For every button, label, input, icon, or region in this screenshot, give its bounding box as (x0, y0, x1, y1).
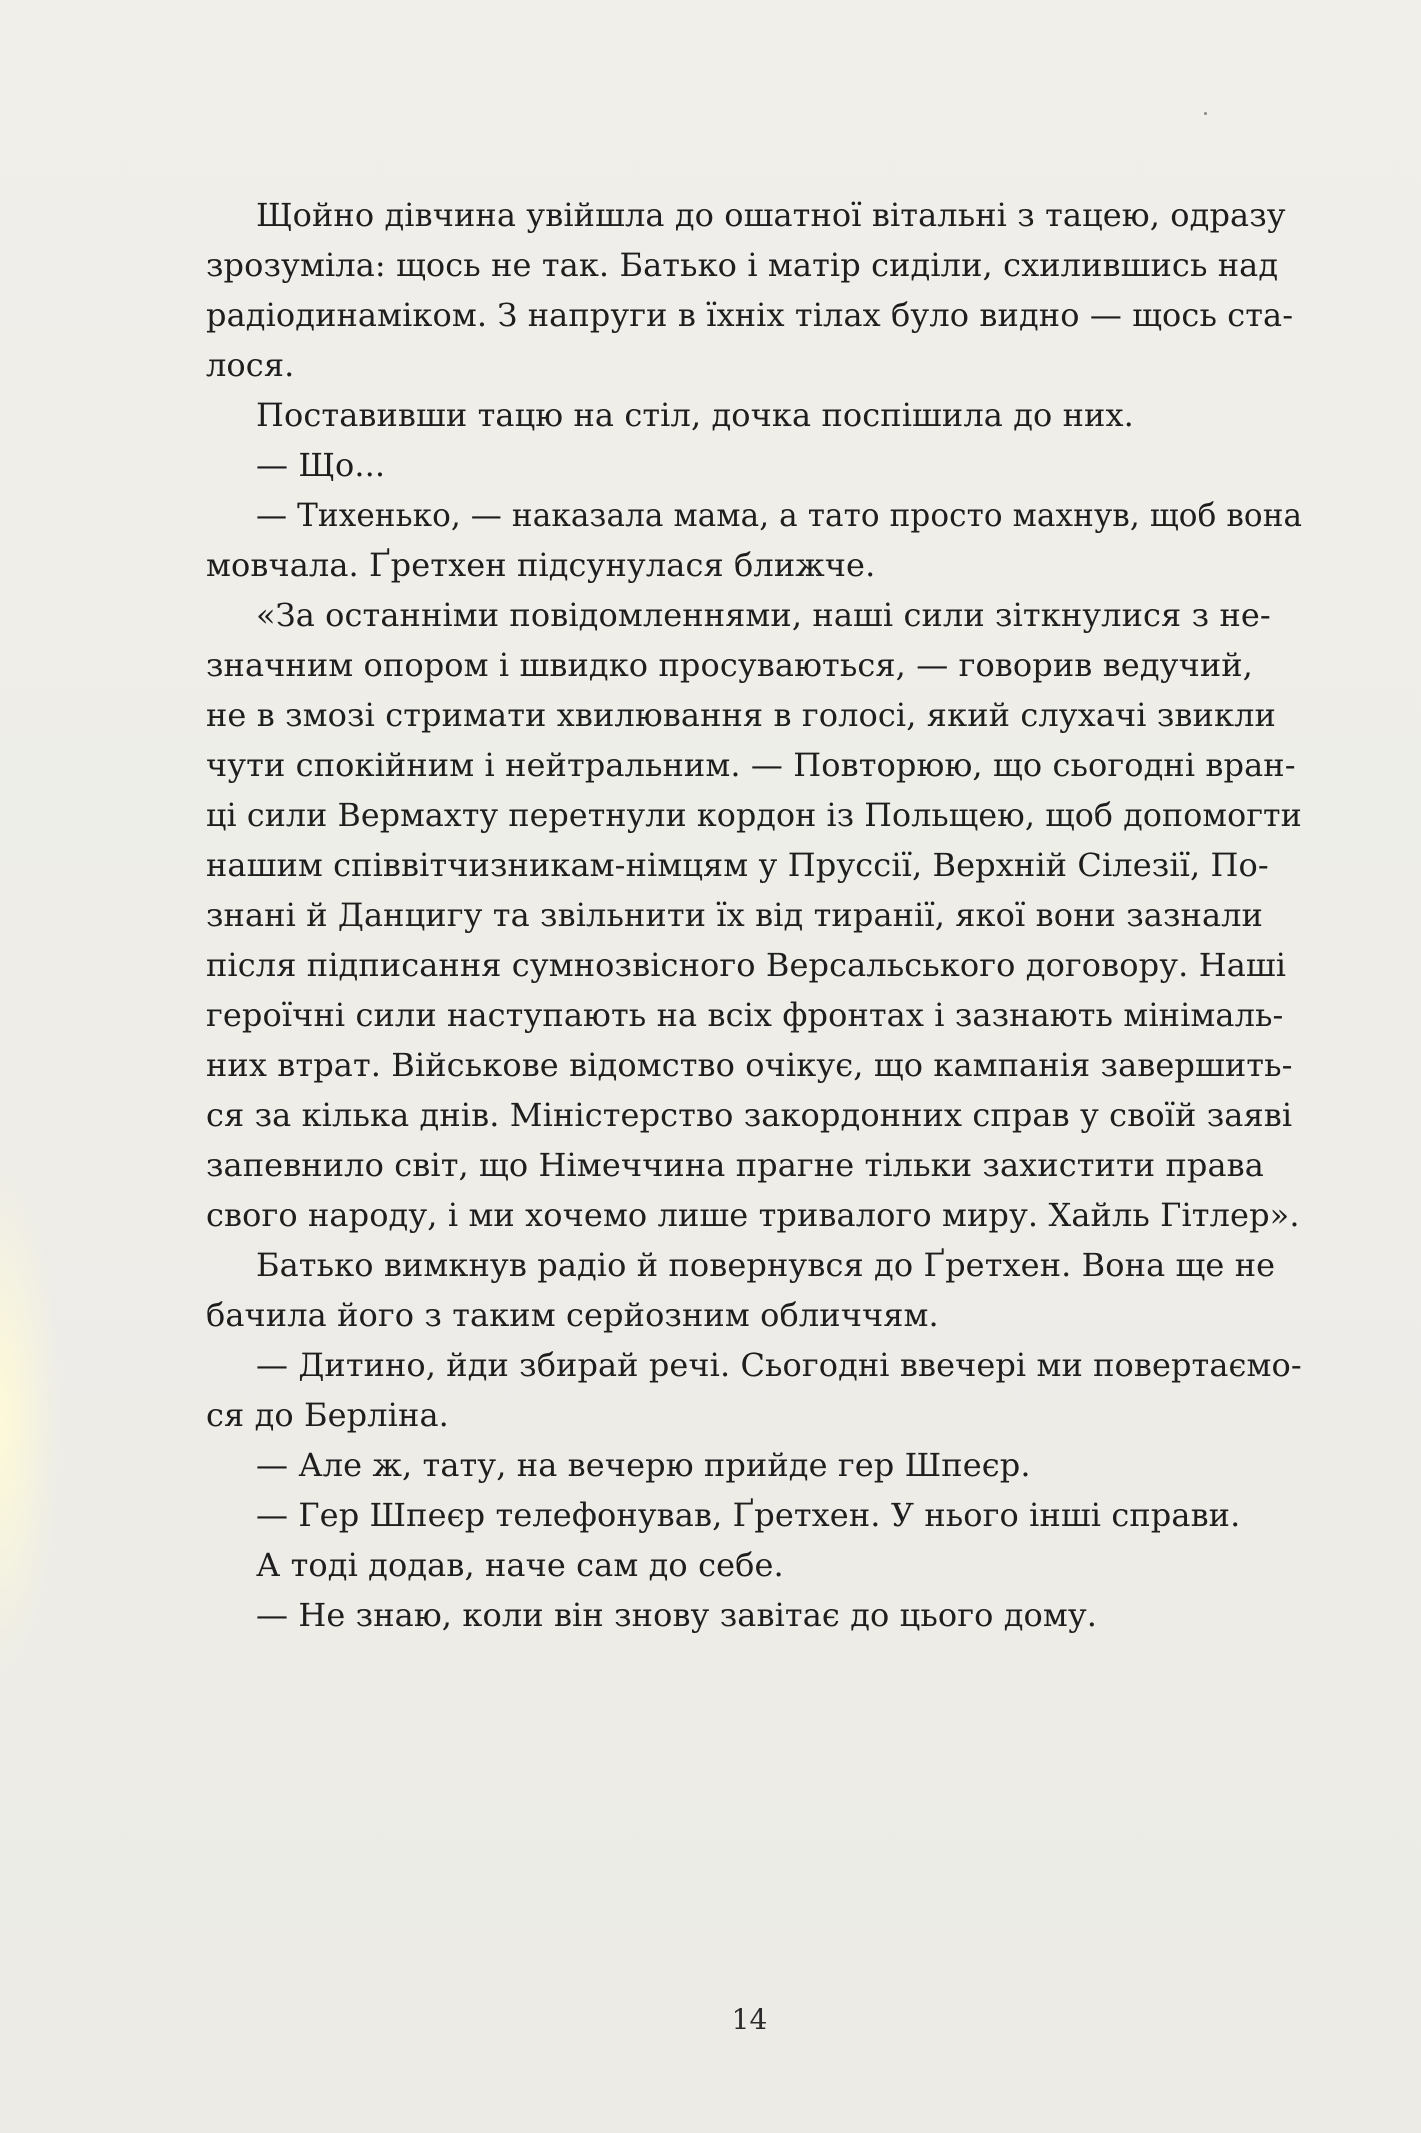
text-line: Щойно дівчина увійшла до ошатної вітальні з тацею, одразу (256, 196, 1286, 234)
text-line: — Гер Шпеєр телефонував, Ґретхен. У нього інші справи. (256, 1496, 1241, 1534)
page-number: 14 (731, 2003, 768, 2036)
text-line: ся за кілька днів. Міністерство закордонних справ у своїй заяві (206, 1096, 1293, 1134)
text-line: «За останніми повідомленнями, наші сили зіткнулися з не- (256, 596, 1271, 634)
text-line: нашим співвітчизникам-німцям у Пруссії, Верхній Сілезії, По- (206, 846, 1269, 884)
text-line: ся до Берліна. (206, 1396, 449, 1434)
text-line: бачила його з таким серйозним обличчям. (206, 1296, 939, 1334)
text-line: — Тихенько, — наказала мама, а тато просто махнув, щоб вона (256, 496, 1303, 534)
text-line: свого народу, і ми хочемо лише тривалого миру. Хайль Гітлер». (206, 1196, 1300, 1234)
text-line: чути спокійним і нейтральним. — Повторюю, що сьогодні вран- (206, 746, 1296, 784)
text-line: — Але ж, тату, на вечерю прийде гер Шпеєр. (256, 1446, 1031, 1484)
text-line: знані й Данцигу та звільнити їх від тиранії, якої вони зазнали (206, 896, 1263, 934)
paper-speck (1204, 112, 1207, 115)
text-line: Поставивши тацю на стіл, дочка поспішила до них. (256, 396, 1134, 434)
text-line: них втрат. Військове відомство очікує, що кампанія завершить- (206, 1046, 1293, 1084)
text-line: героїчні сили наступають на всіх фронтах і зазнають мінімаль- (206, 996, 1284, 1034)
text-line: мовчала. Ґретхен підсунулася ближче. (206, 546, 876, 584)
text-line: не в змозі стримати хвилювання в голосі, який слухачі звикли (206, 696, 1276, 734)
text-line: лося. (206, 346, 295, 384)
text-line: — Дитино, йди збирай речі. Сьогодні ввечері ми повертаємо- (256, 1346, 1302, 1384)
text-line: запевнило світ, що Німеччина прагне тільки захистити права (206, 1146, 1264, 1184)
text-line: А тоді додав, наче сам до себе. (256, 1546, 784, 1584)
text-line: ці сили Вермахту перетнули кордон із Польщею, щоб допомогти (206, 796, 1302, 834)
text-line: радіодинаміком. З напруги в їхніх тілах було видно — щось ста- (206, 296, 1294, 334)
text-line: значним опором і швидко просуваються, — говорив ведучий, (206, 646, 1253, 684)
text-line: після підписання сумнозвісного Версальського договору. Наші (206, 946, 1287, 984)
text-line: — Не знаю, коли він знову завітає до цього дому. (256, 1596, 1098, 1634)
text-line: — Що... (256, 446, 386, 484)
text-line: зрозуміла: щось не так. Батько і матір сиділи, схилившись над (206, 246, 1279, 284)
text-line: Батько вимкнув радіо й повернувся до Ґретхен. Вона ще не (256, 1246, 1276, 1284)
